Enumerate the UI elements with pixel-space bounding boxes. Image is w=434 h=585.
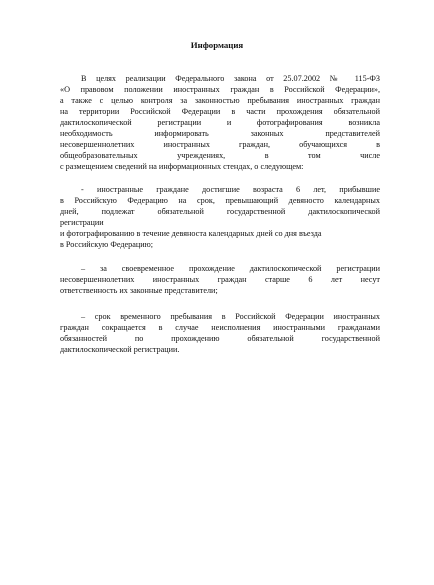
paragraph-2-line-1: - иностранные граждане достигшие возраста 6 лет, прибывшие — [81, 185, 380, 194]
paragraph-4-line-4: дактилоскопической регистрации. — [60, 345, 180, 354]
paragraph-3-line-1: – за своевременное прохождение дактилоскопической регистрации — [81, 264, 380, 273]
document-title: Информация — [190, 40, 244, 50]
paragraph-1-line-2: «О правовом положении иностранных граждан в Российской Федерации», — [60, 85, 380, 94]
paragraph-4-line-1: – срок временного пребывания в Российской Федерации иностранных — [81, 312, 380, 321]
paragraph-1-line-7: несовершеннолетних иностранных граждан, обучающихся в — [60, 140, 380, 149]
paragraph-1-line-3: а также с целью контроля за законностью пребывания иностранных граждан — [60, 96, 380, 105]
paragraph-2-line-2: в Российскую Федерацию на срок, превышающий девяносто календарных — [60, 196, 380, 205]
paragraph-4-line-2: граждан сокращается в случае неисполнения иностранными гражданами — [60, 323, 380, 332]
paragraph-1-line-4: на территории Российской Федерации в части прохождения обязательной — [60, 107, 380, 116]
paragraph-1-line-9: с размещением сведений на информационных стендах, о следующем: — [60, 162, 304, 171]
paragraph-2-line-6: в Российскую Федерацию; — [60, 240, 154, 249]
paragraph-3-line-3: ответственность их законные представители; — [60, 286, 218, 295]
paragraph-1-line-8: общеобразовательных учреждениях, в том числе — [60, 151, 380, 160]
paragraph-1-line-1: В целях реализации Федерального закона от 25.07.2002 № 115-ФЗ — [81, 74, 380, 83]
paragraph-4-line-3: обязанностей по прохождению обязательной государственной — [60, 334, 380, 343]
paragraph-2-line-3: дней, подлежат обязательной государственной дактилоскопической — [60, 207, 380, 216]
paragraph-2-line-5: и фотографированию в течение девяноста календарных дней со дня въезда — [60, 229, 322, 238]
paragraph-2-line-4: регистрации — [60, 218, 104, 227]
paragraph-1-line-6: необходимость информировать законных представителей — [60, 129, 380, 138]
paragraph-1-line-5: дактилоскопической регистрации и фотографирования возникла — [60, 118, 380, 127]
paragraph-3-line-2: несовершеннолетних иностранных граждан старше 6 лет несут — [60, 275, 380, 284]
